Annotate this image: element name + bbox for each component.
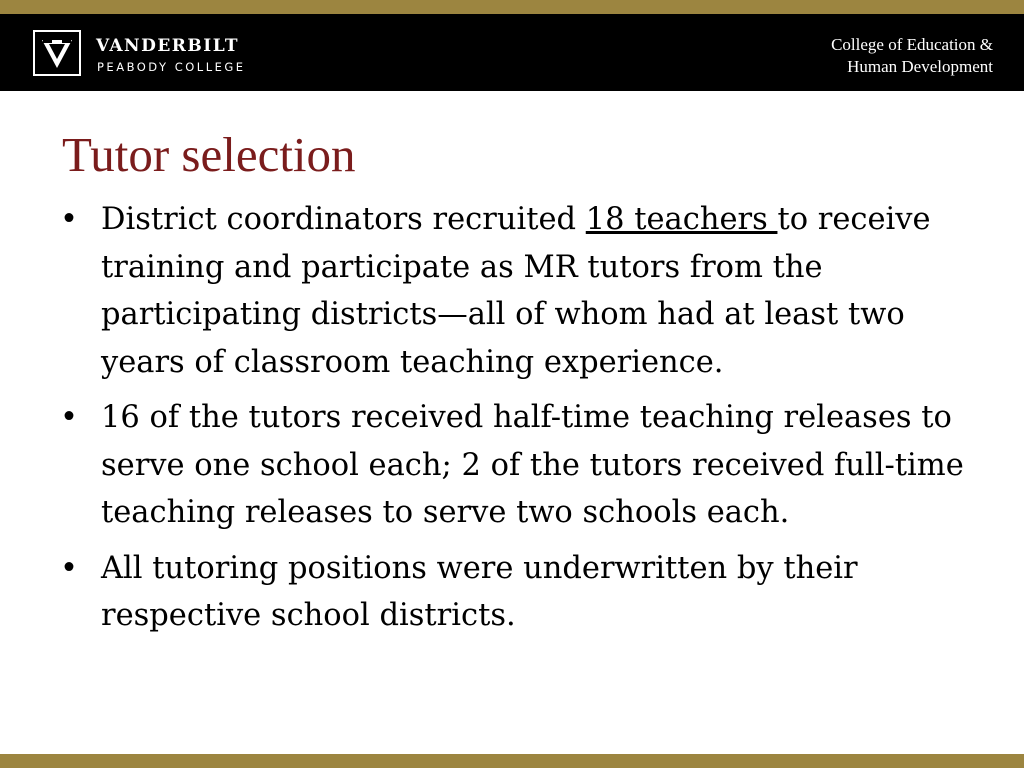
- bullet-item: [60, 545, 990, 640]
- bullet-icon: •: [60, 550, 78, 586]
- header-bar: [0, 14, 1024, 91]
- bullet-text: All tutoring positions were underwritten by their respective school districts.: [101, 550, 858, 633]
- brand-subtitle: PEABODY COLLEGE: [97, 60, 246, 74]
- college-line-1: College of Education &: [831, 35, 993, 54]
- brand-name: VANDERBILT: [96, 36, 239, 56]
- college-name: [693, 34, 993, 78]
- bullet-text: to receive training and participate as MR tutors from the participating districts—all of whom had at least two years of classroom teaching experience.: [101, 202, 931, 380]
- bullet-list: [60, 196, 990, 648]
- bullet-text: District coordinators recruited: [101, 202, 586, 237]
- bottom-gold-band: [0, 754, 1024, 768]
- bullet-item: [60, 196, 990, 386]
- bullet-emphasis: 18 teachers: [585, 202, 778, 237]
- slide-title: Tutor selection: [62, 127, 356, 182]
- top-gold-band: [0, 0, 1024, 14]
- college-line-2: Human Development: [847, 57, 993, 76]
- bullet-text: 16 of the tutors received half-time teaching releases to serve one school each; 2 of the tutors received full-time teaching releases to serve two schools each.: [101, 400, 964, 530]
- bullet-icon: •: [60, 202, 78, 237]
- vanderbilt-v-logo-icon: [33, 30, 81, 76]
- bullet-item: [60, 394, 990, 537]
- bullet-icon: •: [60, 400, 78, 435]
